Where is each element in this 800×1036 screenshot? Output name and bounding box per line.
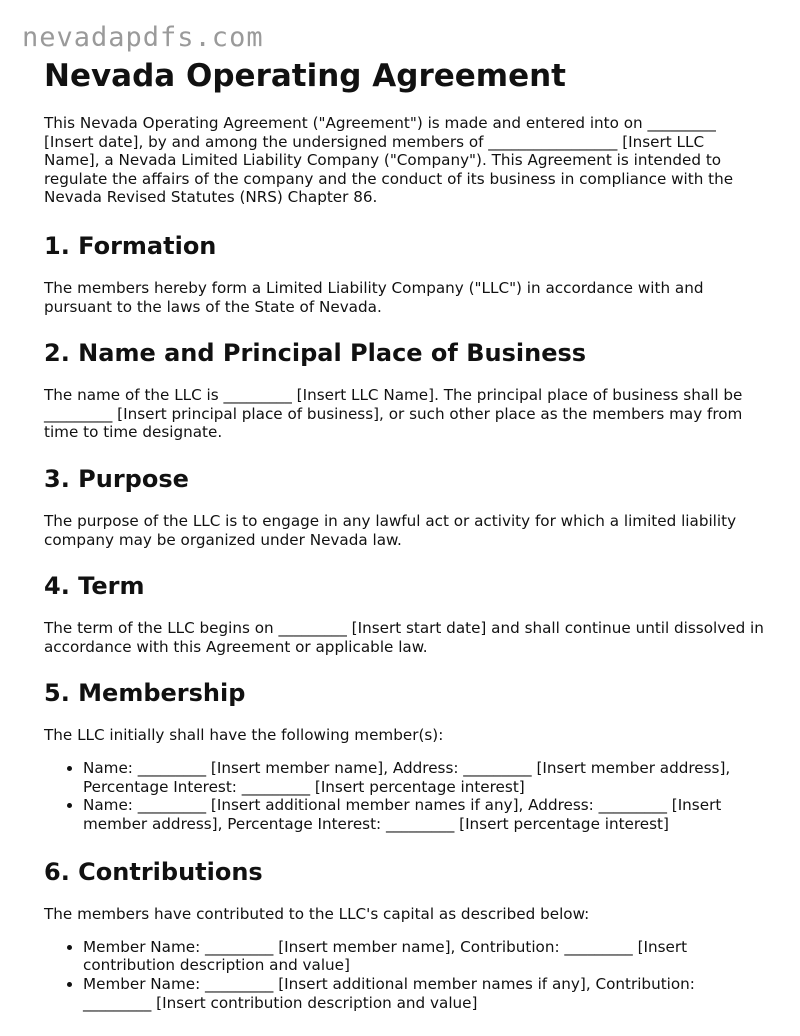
list-item: • Member Name: _________ [Insert member name], Contribution: _________ [Insert contribution description and value] — [83, 938, 764, 975]
section-heading: 2. Name and Principal Place of Business — [44, 339, 587, 368]
section-heading: 3. Purpose — [44, 464, 189, 493]
watermark: nevadapdfs.com — [22, 22, 264, 53]
list-item: • Member Name: _________ [Insert additional member names if any], Contribution: _________ [Insert contribution description and value] — [83, 975, 764, 1012]
section-body: The members have contributed to the LLC's capital as described below: — [44, 905, 590, 924]
section-body: The LLC initially shall have the following member(s): — [44, 726, 444, 745]
section-contributions — [44, 857, 764, 1012]
document-title: Nevada Operating Agreement — [44, 58, 567, 94]
contribution-list — [44, 938, 764, 1012]
section-heading: 6. Contributions — [44, 858, 263, 887]
section-heading: 5. Membership — [44, 679, 246, 708]
list-item: • Name: _________ [Insert member name], Address: _________ [Insert member address], Percentage Interest: _________ [Insert percentage interest] — [83, 759, 764, 796]
list-item: • Name: _________ [Insert additional member names if any], Address: _________ [Insert member address], Percentage Interest: _________ [Insert percentage interest] — [83, 796, 764, 833]
section-formation — [44, 231, 764, 316]
section-body: The purpose of the LLC is to engage in any lawful act or activity for which a limited liability company may be organized under Nevada law. — [44, 511, 737, 549]
section-heading: 4. Term — [44, 572, 145, 601]
member-list — [44, 759, 764, 833]
section-membership — [44, 678, 764, 833]
section-heading: 1. Formation — [44, 231, 217, 260]
section-body: The name of the LLC is _________ [Insert LLC Name]. The principal place of business shall be _________ [Insert principal place of business], or such other place as the members may from time to time designate. — [44, 386, 743, 442]
intro-paragraph: This Nevada Operating Agreement ("Agreement") is made and entered into on _________ [Insert date], by and among the undersigned members of _________________ [Insert LLC Name], a Nevada Limited Liability Company ("Company"). This Agreement is intended to regulate the affairs of the company and the conduct of its business in compliance with the Nevada Revised Statutes (NRS) Chapter 86. — [44, 114, 734, 207]
section-name-and-place — [44, 338, 764, 442]
document-page — [44, 58, 764, 1036]
section-body: The term of the LLC begins on _________ [Insert start date] and shall continue until dissolved in accordance with this Agreement or applicable law. — [44, 619, 764, 656]
section-purpose — [44, 464, 764, 549]
section-body: The members hereby form a Limited Liability Company ("LLC") in accordance with and pursuant to the laws of the State of Nevada. — [44, 278, 704, 316]
section-term — [44, 571, 764, 656]
